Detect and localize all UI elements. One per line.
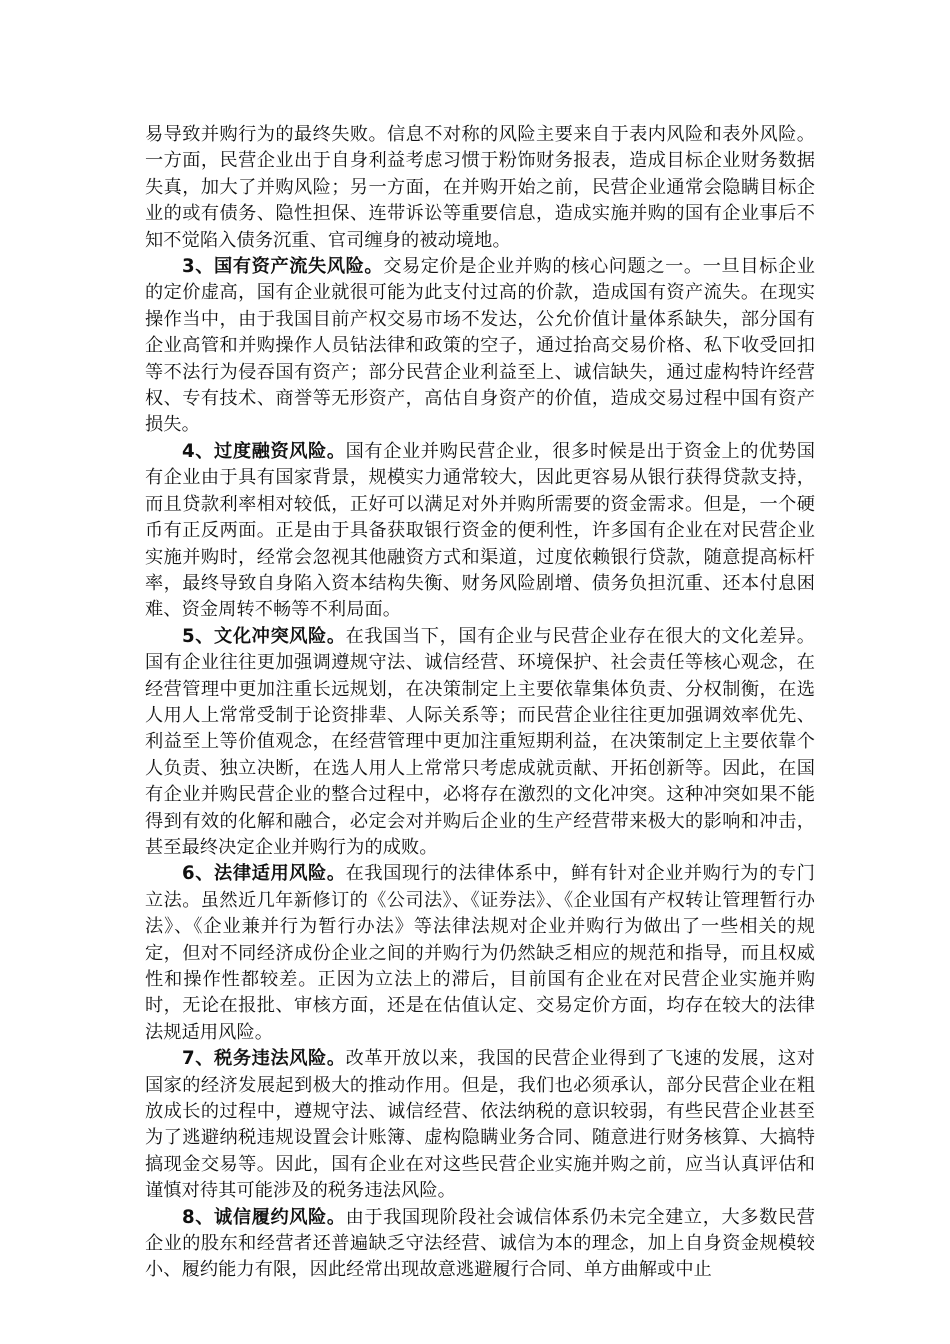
section-heading: 7、税务违法风险。: [182, 1048, 346, 1070]
paragraph-legal-applicability: [145, 861, 815, 1046]
paragraph-text: 国有企业并购民营企业，很多时候是出于资金上的优势国有企业由于具有国家背景，规模实力通常较大，因此更容易从银行获得贷款支持，而且贷款利率相对较低，正好可以满足对外并购所需要的资金需求。但是，一个硬币有正反两面。正是由于具备获取银行资金的便利性，许多国有企业在对民营企业实施并购时，经常会忽视其他融资方式和渠道，过度依赖银行贷款，随意提高标杆率，最终导致自身陷入资本结构失衡、财务风险剧增、债务负担沉重、还本付息困难、资金周转不畅等不利局面。: [145, 440, 815, 621]
section-heading: 4、过度融资风险。: [182, 440, 346, 462]
section-heading: 8、诚信履约风险。: [182, 1206, 346, 1228]
section-heading: 6、法律适用风险。: [182, 863, 346, 885]
paragraph-text: 易导致并购行为的最终失败。信息不对称的风险主要来自于表内风险和表外风险。一方面，民营企业出于自身利益考虑习惯于粉饰财务报表，造成目标企业财务数据失真，加大了并购风险；另一方面，在并购开始之前，民营企业通常会隐瞒目标企业的或有债务、隐性担保、连带诉讼等重要信息，造成实施并购的国有企业事后不知不觉陷入债务沉重、官司缠身的被动境地。: [145, 124, 815, 251]
paragraph-tax-violation: [145, 1046, 815, 1204]
paragraph-state-asset-loss: [145, 254, 815, 439]
paragraph-text: 在我国当下，国有企业与民营企业存在很大的文化差异。国有企业往往更加强调遵规守法、诚信经营、环境保护、社会责任等核心观念，在经营管理中更加注重长远规划，在决策制定上主要依靠集体负责、分权制衡，在选人用人上常常受制于论资排辈、人际关系等；而民营企业往往更加强调效率优先、利益至上等价值观念，在经营管理中更加注重短期利益，在决策制定上主要依靠个人负责、独立决断，在选人用人上常常只考虑成就贡献、开拓创新等。因此，在国有企业并购民营企业的整合过程中，必将存在激烈的文化冲突。这种冲突如果不能得到有效的化解和融合，必定会对并购后企业的生产经营带来极大的影响和冲击，甚至最终决定企业并购行为的成败。: [145, 625, 815, 858]
paragraph-text: 在我国现行的法律体系中，鲜有针对企业并购行为的专门立法。虽然近几年新修订的《公司法》、《证券法》、《企业国有产权转让管理暂行办法》、《企业兼并行为暂行办法》等法律法规对企业并购行为做出了一些相关的规定，但对不同经济成份企业之间的并购行为仍然缺乏相应的规范和指导，而且权威性和操作性都较差。正因为立法上的滞后，目前国有企业在对民营企业实施并购时，无论在报批、审核方面，还是在估值认定、交易定价方面，均存在较大的法律法规适用风险。: [145, 863, 815, 1043]
paragraph-excessive-financing: [145, 439, 815, 624]
paragraph-text: 由于我国现阶段社会诚信体系仍未完全建立，大多数民营企业的股东和经营者还普遍缺乏守法经营、诚信为本的理念，加上自身资金规模较小、履约能力有限，因此经常出现故意逃避履行合同、单方曲解或中止: [145, 1206, 815, 1281]
section-heading: 3、国有资产流失风险。: [182, 256, 384, 278]
section-heading: 5、文化冲突风险。: [182, 625, 346, 647]
document-body: [145, 122, 815, 1284]
paragraph-info-asymmetry-continued: [145, 122, 815, 254]
paragraph-text: 改革开放以来，我国的民营企业得到了飞速的发展，这对国家的经济发展起到极大的推动作用。但是，我们也必须承认，部分民营企业在粗放成长的过程中，遵规守法、诚信经营、依法纳税的意识较弱，有些民营企业甚至为了逃避纳税违规设置会计账簿、虚构隐瞒业务合同、随意进行财务核算、大搞特搞现金交易等。因此，国有企业在对这些民营企业实施并购之前，应当认真评估和谨慎对待其可能涉及的税务违法风险。: [145, 1048, 815, 1202]
paragraph-integrity-performance: [145, 1205, 815, 1284]
paragraph-cultural-conflict: [145, 624, 815, 862]
paragraph-text: 交易定价是企业并购的核心问题之一。一旦目标企业的定价虚高，国有企业就很可能为此支付过高的价款，造成国有资产流失。在现实操作当中，由于我国目前产权交易市场不发达，公允价值计量体系缺失，部分国有企业高管和并购操作人员钻法律和政策的空子，通过抬高交易价格、私下收受回扣等不法行为侵吞国有资产；部分民营企业利益至上、诚信缺失，通过虚构特许经营权、专有技术、商誉等无形资产，高估自身资产的价值，造成交易过程中国有资产损失。: [145, 256, 815, 436]
